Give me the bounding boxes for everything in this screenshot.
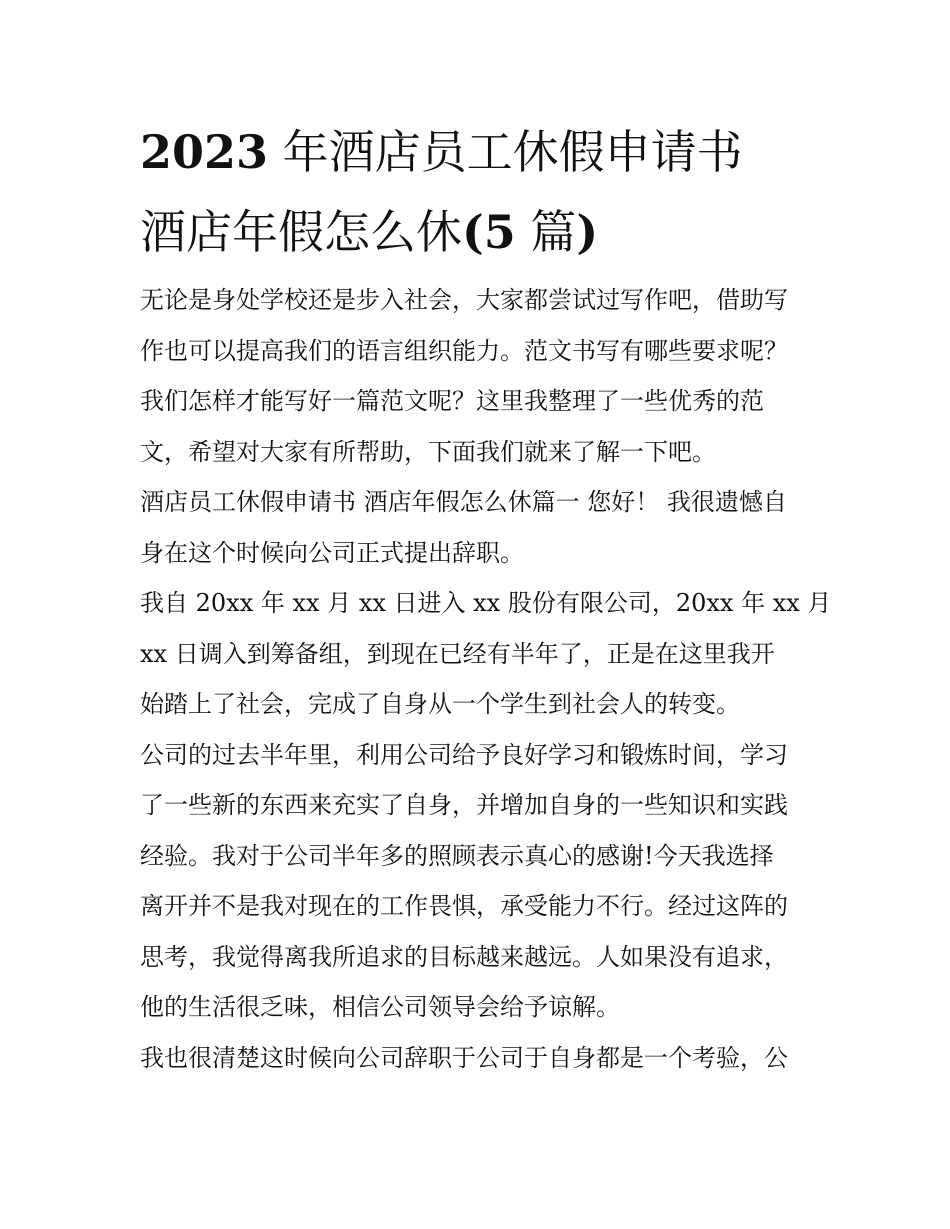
body-line: 我自 20xx 年 xx 月 xx 日进入 xx 股份有限公司，20xx 年 xx 月 [140, 589, 832, 617]
body-line: 公司的过去半年里，利用公司给予良好学习和锻炼时间，学习 [140, 740, 788, 769]
title-line-2 [140, 192, 820, 272]
title-year: 2023 [140, 125, 269, 179]
title-text-1: 年酒店员工休假申请书 [282, 125, 743, 179]
body-line: 文，希望对大家有所帮助，下面我们就来了解一下吧。 [140, 437, 716, 466]
document-title [140, 112, 820, 272]
title-count: (5 [462, 205, 516, 259]
body-line: 他的生活很乏味，相信公司领导会给予谅解。 [140, 993, 620, 1021]
document-body [140, 275, 832, 1083]
body-line: 离开并不是我对现在的工作畏惧，承受能力不行。经过这阵的 [140, 892, 788, 920]
body-line: 经验。我对于公司半年多的照顾表示真心的感谢!今天我选择 [140, 841, 774, 870]
body-line: 了一些新的东西来充实了自身，并增加自身的一些知识和实践 [140, 791, 788, 819]
body-line: 我们怎样才能写好一篇范文呢？这里我整理了一些优秀的范 [140, 387, 764, 415]
body-line: xx 日调入到筹备组，到现在已经有半年了，正是在这里我开 [140, 639, 775, 668]
body-line: 身在这个时候向公司正式提出辞职。 [140, 538, 524, 567]
title-line-1 [140, 112, 820, 192]
title-close-paren: ) [576, 205, 599, 259]
body-line: 思考，我觉得离我所追求的目标越来越远。人如果没有追求， [140, 942, 788, 971]
title-text-2: 酒店年假怎么休 [140, 205, 462, 259]
body-line: 酒店员工休假申请书 酒店年假怎么休篇一 您好！ 我很遗憾自 [140, 488, 787, 516]
body-line: 作也可以提高我们的语言组织能力。范文书写有哪些要求呢？ [140, 336, 788, 365]
body-line: 始踏上了社会，完成了自身从一个学生到社会人的转变。 [140, 690, 740, 718]
body-line: 我也很清楚这时候向公司辞职于公司于自身都是一个考验，公 [140, 1043, 788, 1072]
title-unit: 篇 [530, 205, 577, 259]
body-line: 无论是身处学校还是步入社会，大家都尝试过写作吧，借助写 [140, 286, 788, 314]
